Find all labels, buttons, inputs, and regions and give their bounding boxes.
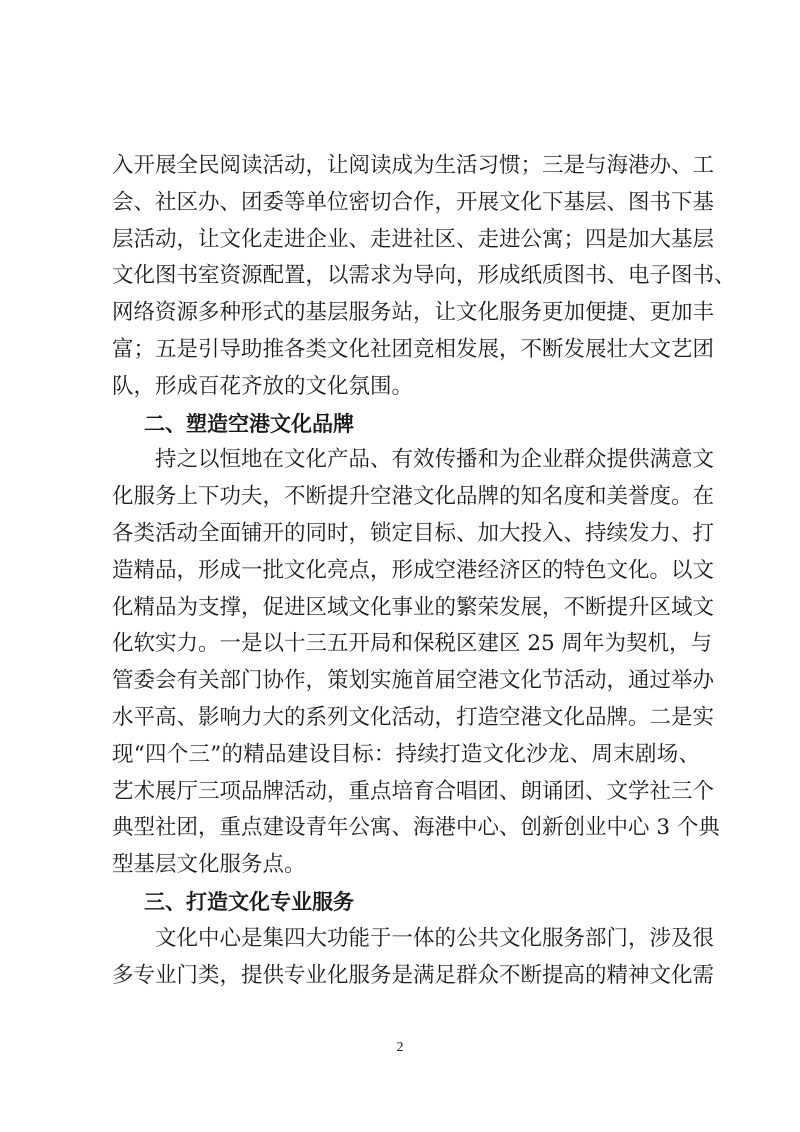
paragraph-line: 现“四个三”的精品建设目标：持续打造文化沙龙、周末剧场、 xyxy=(112,741,700,767)
paragraph-line: 富；五是引导助推各类文化社团竞相发展，不断发展壮大文艺团 xyxy=(112,336,715,362)
paragraph-line: 型基层文化服务点。 xyxy=(112,852,306,878)
paragraph-line: 文化图书室资源配置，以需求为导向，形成纸质图书、电子图书、 xyxy=(112,263,736,289)
paragraph-line: 会、社区办、团委等单位密切合作，开展文化下基层、图书下基 xyxy=(112,189,715,215)
paragraph-line: 层活动，让文化走进企业、走进社区、走进公寓；四是加大基层 xyxy=(112,226,715,252)
section-heading: 二、塑造空港文化品牌 xyxy=(144,411,354,436)
paragraph-line: 水平高、影响力大的系列文化活动，打造空港文化品牌。二是实 xyxy=(112,704,715,730)
body-text xyxy=(112,148,736,994)
paragraph-line: 艺术展厅三项品牌活动，重点培育合唱团、朗诵团、文学社三个 xyxy=(112,778,715,804)
paragraph-line: 文化中心是集四大功能于一体的公共文化服务部门，涉及很 xyxy=(155,925,715,951)
paragraph-line: 典型社团，重点建设青年公寓、海港中心、创新创业中心 3 个典 xyxy=(112,815,720,841)
paragraph-line: 网络资源多种形式的基层服务站，让文化服务更加便捷、更加丰 xyxy=(112,300,715,326)
paragraph-line: 队，形成百花齐放的文化氛围。 xyxy=(112,373,414,399)
paragraph-line: 造精品，形成一批文化亮点，形成空港经济区的特色文化。以文 xyxy=(112,557,715,583)
paragraph-line: 化软实力。一是以十三五开局和保税区建区 25 周年为契机，与 xyxy=(112,631,713,657)
paragraph-line: 多专业门类，提供专业化服务是满足群众不断提高的精神文化需 xyxy=(112,962,715,988)
page-number: 2 xyxy=(396,1040,404,1055)
paragraph-line: 管委会有关部门协作，策划实施首届空港文化节活动，通过举办 xyxy=(112,668,715,694)
paragraph-line: 入开展全民阅读活动，让阅读成为生活习惯；三是与海港办、工 xyxy=(112,153,715,178)
paragraph-line: 持之以恒地在文化产品、有效传播和为企业群众提供满意文 xyxy=(155,447,715,473)
section-heading: 三、打造文化专业服务 xyxy=(144,889,354,914)
paragraph-line: 化服务上下功夫，不断提升空港文化品牌的知名度和美誉度。在 xyxy=(112,484,715,510)
paragraph-line: 化精品为支撑，促进区域文化事业的繁荣发展，不断提升区域文 xyxy=(112,594,715,620)
paragraph-line: 各类活动全面铺开的同时，锁定目标、加大投入、持续发力、打 xyxy=(112,520,715,546)
